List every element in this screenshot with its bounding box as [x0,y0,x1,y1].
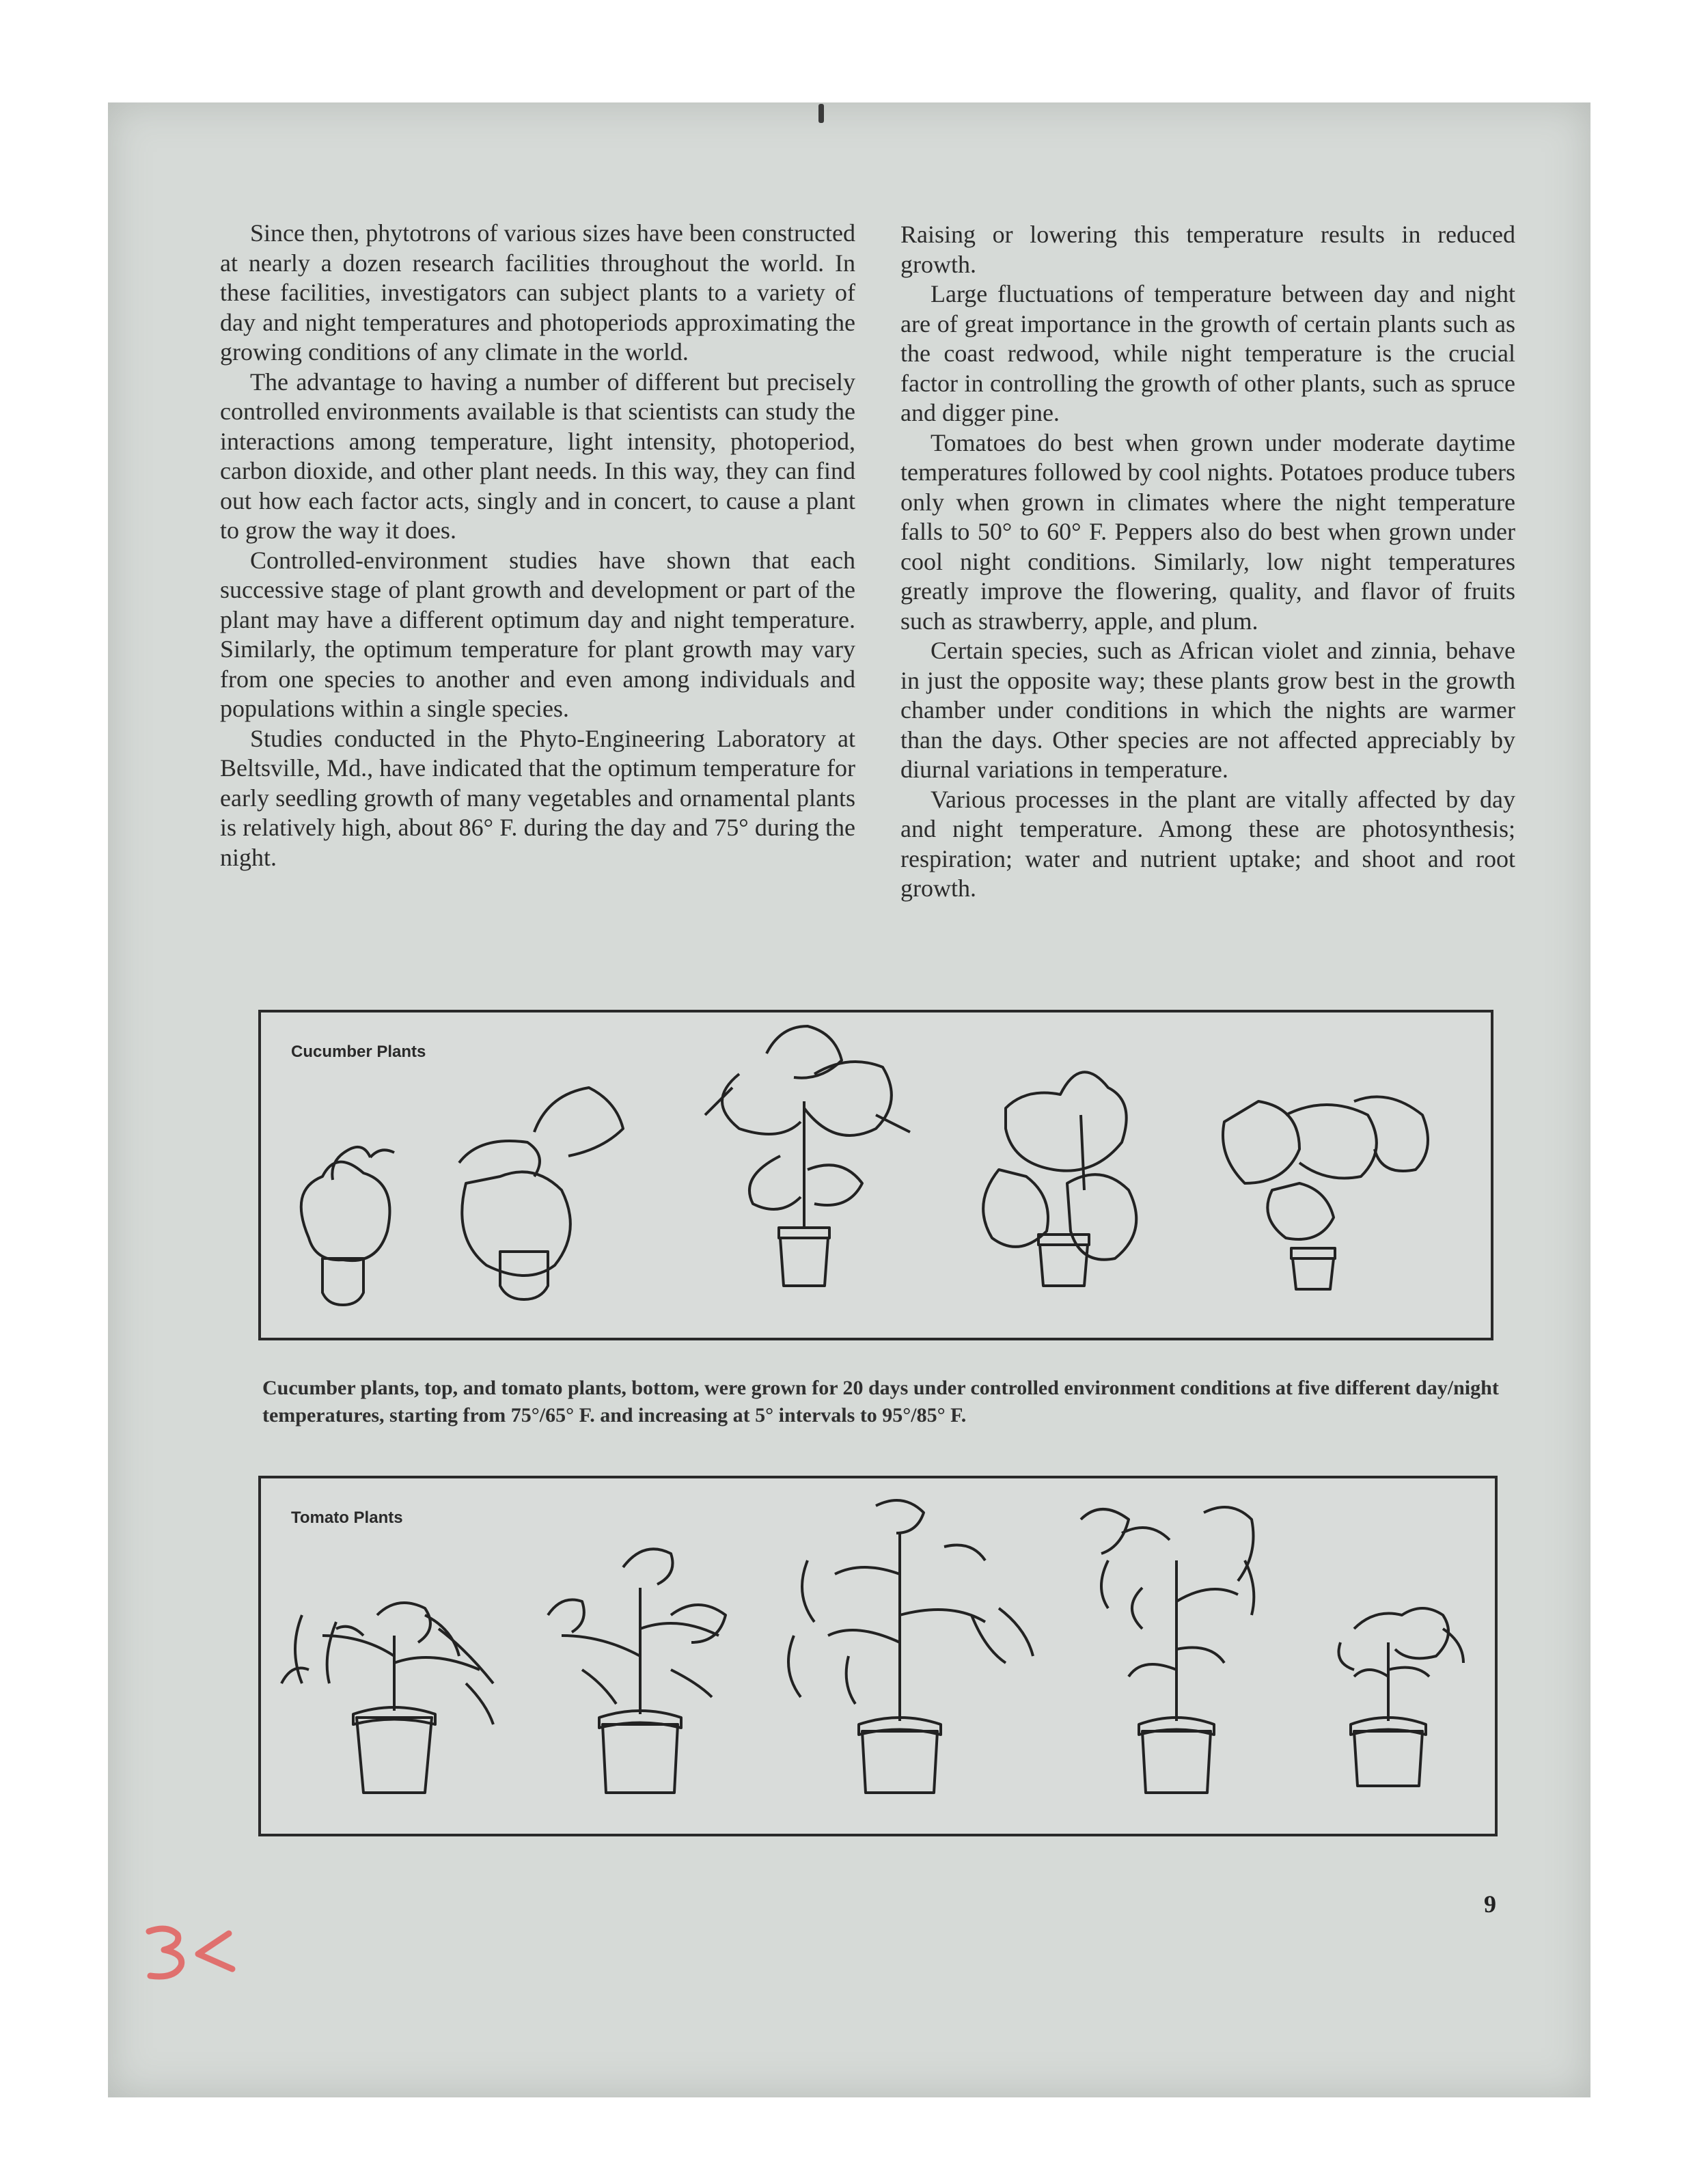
paragraph: Controlled-environment studies have shown that each successive stage of plant growth and development or part of the plant may have a different optimum day and night temperature. Similarly, the optimum temperature for plant growth may vary from one species to another and even among individuals and populations within a single species. [220,546,855,722]
right-text-column [900,220,1515,904]
cucumber-figure [258,1010,1493,1340]
figure-caption: Cucumber plants, top, and tomato plants, bottom, were grown for 20 days under controlled environment conditions at five different day/night temperatures, starting from 75°/65° F. and increasing at 5° intervals to 95°/85° F. [262,1377,1499,1427]
cucumber-plant-1 [301,1147,394,1305]
page-number: 9 [1484,1890,1496,1918]
staple-mark [818,104,824,123]
tomato-plant-2 [548,1549,726,1793]
paragraph: Tomatoes do best when grown under moderate daytime temperatures followed by cool nights. Potatoes produce tubers only when grown in climates where the night temperature falls to 50° to 60° F. Peppers also do best when grown under cool night conditions. Similarly, low night temperatures greatly improve the flowering, quality, and flavor of fruits such as strawberry, apple, and plum. [900,428,1515,635]
paragraph: The advantage to having a number of different but precisely controlled environments available is that scientists can study the interactions among temperature, light intensity, photoperiod, carbon dioxide, and other plant needs. In this way, they can find out how each factor acts, singly and in concert, to cause a plant to grow the way it does. [220,368,855,544]
paragraph: Certain species, such as African violet and zinnia, behave in just the opposite way; these plants grow best in the growth chamber under conditions in which the nights are warmer than the days. Other species are not affected appreciably by diurnal variations in temperature. [900,637,1515,783]
paragraph: Raising or lowering this temperature results in reduced growth. [900,221,1515,278]
handwritten-mark [143,1921,239,1983]
tomato-illustration [261,1478,1495,1834]
cucumber-plant-4 [983,1072,1136,1286]
cucumber-plant-5 [1223,1097,1428,1289]
paragraph: Since then, phytotrons of various sizes have been constructed at nearly a dozen research facilities throughout the world. In these facilities, investigators can subject plants to a variety of day and night temperatures and photoperiods approximating the growing conditions of any climate in the world. [220,219,855,366]
tomato-figure-label: Tomato Plants [291,1508,403,1527]
paragraph: Various processes in the plant are vitally affected by day and night temperature. Among these are photosynthesis; respiration; water and nutrient uptake; and shoot and root growth. [900,785,1515,902]
tomato-plant-4 [1081,1507,1254,1793]
cucumber-plant-3 [705,1026,910,1286]
tomato-plant-3 [788,1500,1033,1793]
tomato-figure [258,1476,1498,1836]
tomato-plant-1 [281,1603,493,1793]
tomato-plant-5 [1339,1608,1464,1786]
cucumber-illustration [261,1012,1491,1338]
left-text-column [220,219,855,872]
cucumber-figure-label: Cucumber Plants [291,1043,426,1061]
paragraph: Studies conducted in the Phyto-Engineering Laboratory at Beltsville, Md., have indicated that the optimum temperature for early seedling growth of many vegetables and ornamental plants is relatively high, about 86° F. during the day and 75° during the night. [220,724,855,871]
paragraph: Large fluctuations of temperature between day and night are of great importance in the growth of certain plants such as the coast redwood, while night temperature is the crucial factor in controlling the growth of other plants, such as spruce and digger pine. [900,280,1515,426]
cucumber-plant-2 [459,1088,623,1299]
